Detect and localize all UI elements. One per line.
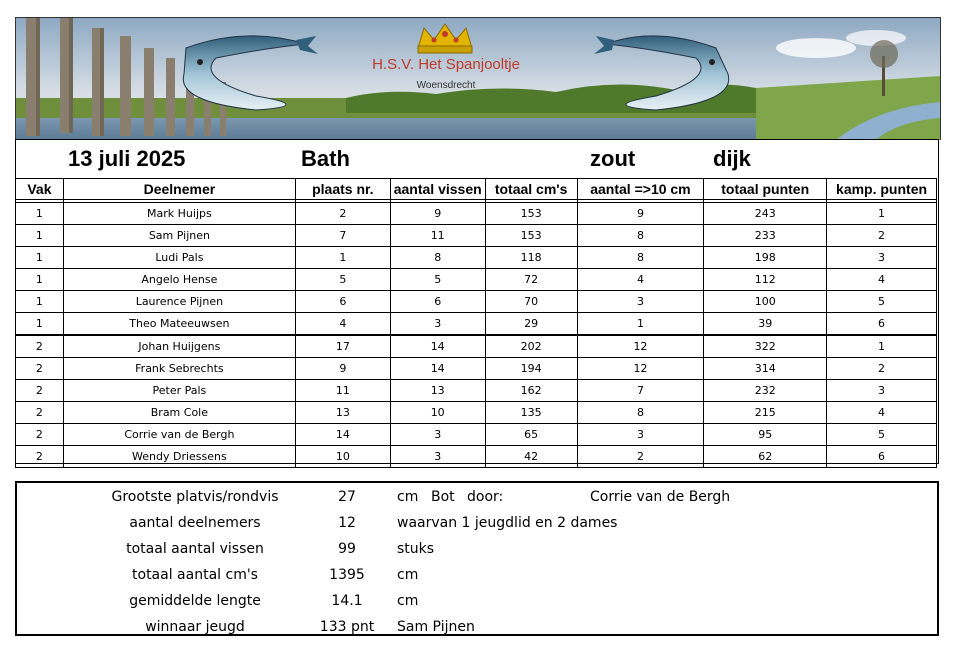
cell-deelnemer: Angelo Hense — [63, 269, 295, 291]
club-name: H.S.V. Het Spanjooltje — [372, 56, 520, 73]
summary-label: totaal aantal cm's — [132, 567, 258, 583]
summary-panel — [15, 481, 939, 636]
table-row — [16, 313, 937, 336]
cell-deelnemer: Johan Huijgens — [63, 335, 295, 358]
summary-unit: cm — [397, 489, 419, 505]
summary-value: 27 — [338, 489, 356, 505]
cell-aantal-vissen: 6 — [390, 291, 485, 313]
cell-totaal-punten: 95 — [704, 424, 827, 446]
cell-aantal-vissen: 3 — [390, 424, 485, 446]
summary-row-average — [17, 589, 937, 615]
cell-aantal-10cm: 3 — [577, 424, 704, 446]
cell-kamp-punten: 5 — [827, 424, 937, 446]
summary-label: Grootste platvis/rondvis — [111, 489, 279, 505]
summary-unit: stuks — [397, 541, 435, 557]
col-header-totaal-punten: totaal punten — [704, 179, 827, 200]
cell-totaal-punten: 243 — [704, 203, 827, 225]
cell-plaats: 10 — [295, 446, 390, 468]
cell-totaal-cm: 42 — [485, 446, 577, 468]
cell-kamp-punten: 1 — [827, 203, 937, 225]
col-header-deelnemer: Deelnemer — [63, 179, 295, 200]
cell-totaal-punten: 314 — [704, 358, 827, 380]
cell-deelnemer: Sam Pijnen — [63, 225, 295, 247]
cell-plaats: 5 — [295, 269, 390, 291]
cell-plaats: 14 — [295, 424, 390, 446]
summary-value: 1395 — [329, 567, 365, 583]
cell-kamp-punten: 2 — [827, 358, 937, 380]
cell-aantal-vissen: 8 — [390, 247, 485, 269]
summary-value: 133 pnt — [319, 619, 375, 635]
summary-unit: cm — [397, 593, 419, 609]
cell-vak: 2 — [16, 424, 64, 446]
cell-aantal-10cm: 8 — [577, 402, 704, 424]
summary-value: 12 — [338, 515, 356, 531]
cell-vak: 1 — [16, 225, 64, 247]
cell-totaal-cm: 153 — [485, 225, 577, 247]
cell-aantal-vissen: 10 — [390, 402, 485, 424]
cell-kamp-punten: 3 — [827, 380, 937, 402]
table-row — [16, 269, 937, 291]
cell-vak: 1 — [16, 247, 64, 269]
cell-totaal-cm: 70 — [485, 291, 577, 313]
cell-aantal-vissen: 5 — [390, 269, 485, 291]
summary-by-label: door: — [467, 489, 504, 505]
col-header-totaal-cm: totaal cm's — [485, 179, 577, 200]
banner-landscape — [16, 18, 940, 140]
cell-aantal-vissen: 13 — [390, 380, 485, 402]
cell-totaal-cm: 135 — [485, 402, 577, 424]
cell-totaal-cm: 153 — [485, 203, 577, 225]
cell-plaats: 9 — [295, 358, 390, 380]
cell-aantal-10cm: 12 — [577, 335, 704, 358]
cell-totaal-cm: 29 — [485, 313, 577, 336]
summary-label: totaal aantal vissen — [126, 541, 264, 557]
cell-vak: 1 — [16, 269, 64, 291]
table-row — [16, 424, 937, 446]
cell-aantal-vissen: 9 — [390, 203, 485, 225]
header-banner — [15, 17, 941, 140]
fishing-spot: dijk — [713, 146, 751, 171]
summary-row-fish — [17, 537, 937, 563]
cell-totaal-cm: 72 — [485, 269, 577, 291]
cell-kamp-punten: 2 — [827, 225, 937, 247]
cell-totaal-cm: 202 — [485, 335, 577, 358]
cell-deelnemer: Corrie van de Bergh — [63, 424, 295, 446]
cell-plaats: 4 — [295, 313, 390, 336]
table-row — [16, 380, 937, 402]
table-header-row — [16, 179, 937, 200]
summary-value: 99 — [338, 541, 356, 557]
summary-value: 14.1 — [331, 593, 363, 609]
cell-kamp-punten: 6 — [827, 446, 937, 468]
cell-vak: 2 — [16, 380, 64, 402]
summary-row-participants — [17, 511, 937, 537]
cell-totaal-punten: 62 — [704, 446, 827, 468]
cell-aantal-10cm: 2 — [577, 446, 704, 468]
cell-plaats: 1 — [295, 247, 390, 269]
cell-totaal-punten: 233 — [704, 225, 827, 247]
cell-aantal-vissen: 11 — [390, 225, 485, 247]
table-row — [16, 446, 937, 468]
cell-kamp-punten: 4 — [827, 269, 937, 291]
cell-deelnemer: Wendy Driessens — [63, 446, 295, 468]
summary-unit: waarvan 1 jeugdlid en 2 dames — [397, 515, 618, 531]
cell-deelnemer: Bram Cole — [63, 402, 295, 424]
cell-kamp-punten: 6 — [827, 313, 937, 336]
cell-kamp-punten: 5 — [827, 291, 937, 313]
cell-aantal-vissen: 14 — [390, 335, 485, 358]
summary-unit: Sam Pijnen — [397, 619, 475, 635]
match-heading — [16, 140, 938, 178]
cell-plaats: 17 — [295, 335, 390, 358]
cell-aantal-10cm: 7 — [577, 380, 704, 402]
cell-kamp-punten: 1 — [827, 335, 937, 358]
cell-kamp-punten: 4 — [827, 402, 937, 424]
cell-aantal-10cm: 8 — [577, 247, 704, 269]
table-row — [16, 247, 937, 269]
cell-vak: 2 — [16, 446, 64, 468]
cell-totaal-punten: 232 — [704, 380, 827, 402]
club-town: Woensdrecht — [416, 80, 476, 91]
cell-totaal-punten: 112 — [704, 269, 827, 291]
cell-aantal-10cm: 9 — [577, 203, 704, 225]
results-body — [16, 200, 937, 468]
cell-vak: 2 — [16, 358, 64, 380]
cell-aantal-vissen: 14 — [390, 358, 485, 380]
results-table — [15, 178, 937, 468]
cell-deelnemer: Laurence Pijnen — [63, 291, 295, 313]
cell-vak: 1 — [16, 291, 64, 313]
cell-aantal-10cm: 3 — [577, 291, 704, 313]
cell-deelnemer: Peter Pals — [63, 380, 295, 402]
cell-deelnemer: Theo Mateeuwsen — [63, 313, 295, 336]
cell-totaal-cm: 162 — [485, 380, 577, 402]
cell-plaats: 7 — [295, 225, 390, 247]
cell-vak: 2 — [16, 335, 64, 358]
cell-totaal-punten: 100 — [704, 291, 827, 313]
summary-unit: cm — [397, 567, 419, 583]
cell-totaal-cm: 118 — [485, 247, 577, 269]
table-row — [16, 358, 937, 380]
cell-totaal-punten: 322 — [704, 335, 827, 358]
cell-totaal-punten: 215 — [704, 402, 827, 424]
summary-row-biggest — [17, 485, 937, 511]
table-row — [16, 291, 937, 313]
match-date: 13 juli 2025 — [68, 146, 186, 171]
summary-label: gemiddelde lengte — [129, 593, 261, 609]
table-row — [16, 335, 937, 358]
table-row — [16, 225, 937, 247]
cell-plaats: 6 — [295, 291, 390, 313]
cell-deelnemer: Frank Sebrechts — [63, 358, 295, 380]
cell-aantal-10cm: 8 — [577, 225, 704, 247]
summary-species: Bot — [431, 489, 455, 505]
table-row — [16, 203, 937, 225]
cell-aantal-vissen: 3 — [390, 446, 485, 468]
cell-aantal-10cm: 1 — [577, 313, 704, 336]
cell-vak: 1 — [16, 313, 64, 336]
col-header-aantal-10cm: aantal =>10 cm — [577, 179, 704, 200]
cell-kamp-punten: 3 — [827, 247, 937, 269]
cell-totaal-punten: 39 — [704, 313, 827, 336]
cell-deelnemer: Mark Huijps — [63, 203, 295, 225]
cell-totaal-cm: 194 — [485, 358, 577, 380]
summary-row-youth — [17, 615, 937, 641]
water-type: zout — [590, 146, 636, 171]
col-header-vak: Vak — [16, 179, 64, 200]
col-header-plaats: plaats nr. — [295, 179, 390, 200]
cell-totaal-punten: 198 — [704, 247, 827, 269]
cell-vak: 2 — [16, 402, 64, 424]
table-row — [16, 402, 937, 424]
cell-plaats: 2 — [295, 203, 390, 225]
summary-angler: Corrie van de Bergh — [590, 489, 731, 505]
col-header-kamp-punten: kamp. punten — [827, 179, 937, 200]
match-location: Bath — [301, 146, 350, 171]
cell-aantal-vissen: 3 — [390, 313, 485, 336]
summary-row-cm — [17, 563, 937, 589]
cell-deelnemer: Ludi Pals — [63, 247, 295, 269]
summary-label: winnaar jeugd — [145, 619, 245, 635]
summary-label: aantal deelnemers — [129, 515, 261, 531]
cell-plaats: 13 — [295, 402, 390, 424]
cell-aantal-10cm: 4 — [577, 269, 704, 291]
cell-totaal-cm: 65 — [485, 424, 577, 446]
cell-aantal-10cm: 12 — [577, 358, 704, 380]
results-panel — [15, 139, 939, 464]
cell-plaats: 11 — [295, 380, 390, 402]
col-header-aantal-vissen: aantal vissen — [390, 179, 485, 200]
cell-vak: 1 — [16, 203, 64, 225]
